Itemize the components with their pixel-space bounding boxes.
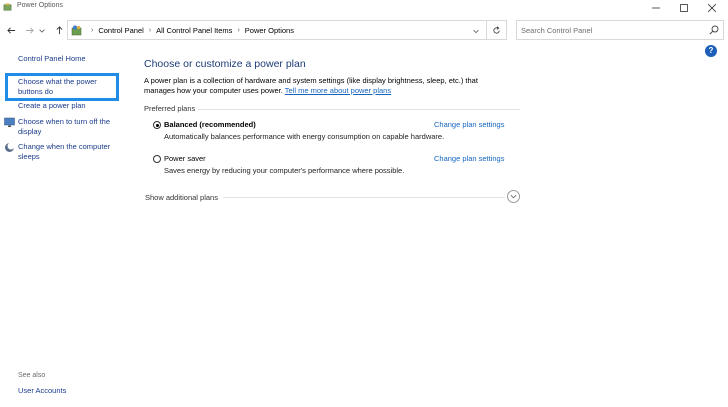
help-icon[interactable]: ?	[705, 45, 717, 57]
arrow-left-icon	[7, 26, 16, 35]
sidebar-item-label[interactable]: Choose when to turn off the display	[18, 117, 111, 136]
plan-description: Automatically balances performance with energy consumption on capable hardware.	[164, 132, 445, 141]
page-title: Choose or customize a power plan	[144, 58, 306, 70]
back-button[interactable]	[5, 24, 17, 36]
monitor-icon	[4, 117, 15, 128]
refresh-icon	[492, 26, 501, 35]
change-plan-settings-link[interactable]: Change plan settings	[434, 154, 505, 163]
search-box[interactable]	[516, 20, 724, 40]
breadcrumb-separator-icon: ›	[148, 27, 152, 34]
recent-locations-button[interactable]	[38, 24, 46, 36]
sidebar-item-label[interactable]: Choose what the power buttons do	[18, 77, 97, 96]
maximize-button[interactable]	[670, 0, 698, 15]
search-input[interactable]	[521, 24, 706, 37]
radio-power-saver[interactable]	[153, 155, 161, 163]
plan-name[interactable]: Balanced (recommended)	[164, 120, 256, 129]
see-also-label: See also	[18, 372, 46, 379]
control-panel-icon	[71, 25, 82, 36]
address-dropdown-icon[interactable]	[472, 27, 480, 35]
user-accounts-link[interactable]: User Accounts	[18, 386, 67, 395]
sidebar-item-sleep[interactable]	[4, 142, 126, 164]
power-options-icon	[3, 3, 12, 12]
radio-balanced[interactable]	[153, 121, 161, 129]
address-bar[interactable]	[67, 20, 507, 40]
sidebar-item-create-plan[interactable]	[4, 101, 126, 112]
additional-divider	[223, 197, 505, 198]
sidebar	[0, 50, 130, 407]
sidebar-item-display-off[interactable]	[4, 117, 126, 139]
breadcrumb-control-panel[interactable]: Control Panel	[98, 26, 144, 35]
sidebar-item-label[interactable]: Change when the computer sleeps	[18, 142, 111, 161]
expand-additional-button[interactable]	[507, 190, 520, 203]
maximize-icon	[680, 4, 688, 12]
selection-highlight	[5, 73, 119, 101]
breadcrumb-all-items[interactable]: All Control Panel Items	[156, 26, 233, 35]
search-icon[interactable]	[709, 25, 719, 35]
breadcrumb-power-options[interactable]: Power Options	[244, 26, 294, 35]
up-button[interactable]	[53, 24, 65, 36]
breadcrumb-separator-icon: ›	[237, 27, 240, 34]
plan-name[interactable]: Power saver	[164, 154, 206, 163]
minimize-icon	[652, 4, 660, 12]
page-description	[144, 76, 504, 96]
sidebar-item-label[interactable]: Create a power plan	[18, 101, 86, 110]
refresh-button[interactable]	[486, 21, 506, 39]
plan-description: Saves energy by reducing your computer's performance where possible.	[164, 166, 405, 175]
chevron-down-icon	[510, 193, 517, 200]
close-icon	[708, 4, 716, 12]
moon-icon	[4, 142, 15, 153]
arrow-right-icon	[25, 26, 34, 35]
forward-button[interactable]	[23, 24, 35, 36]
description-text: A power plan is a collection of hardware and system settings (like display brightness, sleep, etc.) that manages how your computer uses power.	[144, 76, 478, 95]
learn-more-link[interactable]: Tell me more about power plans	[284, 86, 392, 95]
close-button[interactable]	[698, 0, 726, 15]
sidebar-home-link[interactable]: Control Panel Home	[18, 54, 86, 63]
breadcrumb-separator-icon: ›	[91, 27, 94, 34]
arrow-up-icon	[55, 26, 64, 35]
window-title: Power Options	[17, 2, 63, 9]
group-divider	[198, 109, 520, 110]
preferred-plans-label: Preferred plans	[144, 104, 196, 113]
breadcrumb	[86, 26, 294, 35]
change-plan-settings-link[interactable]: Change plan settings	[434, 120, 505, 129]
title-bar	[0, 0, 728, 15]
show-additional-plans[interactable]: Show additional plans	[145, 193, 218, 202]
chevron-down-icon	[38, 26, 46, 35]
navigation-bar	[0, 19, 728, 41]
minimize-button[interactable]	[642, 0, 670, 15]
